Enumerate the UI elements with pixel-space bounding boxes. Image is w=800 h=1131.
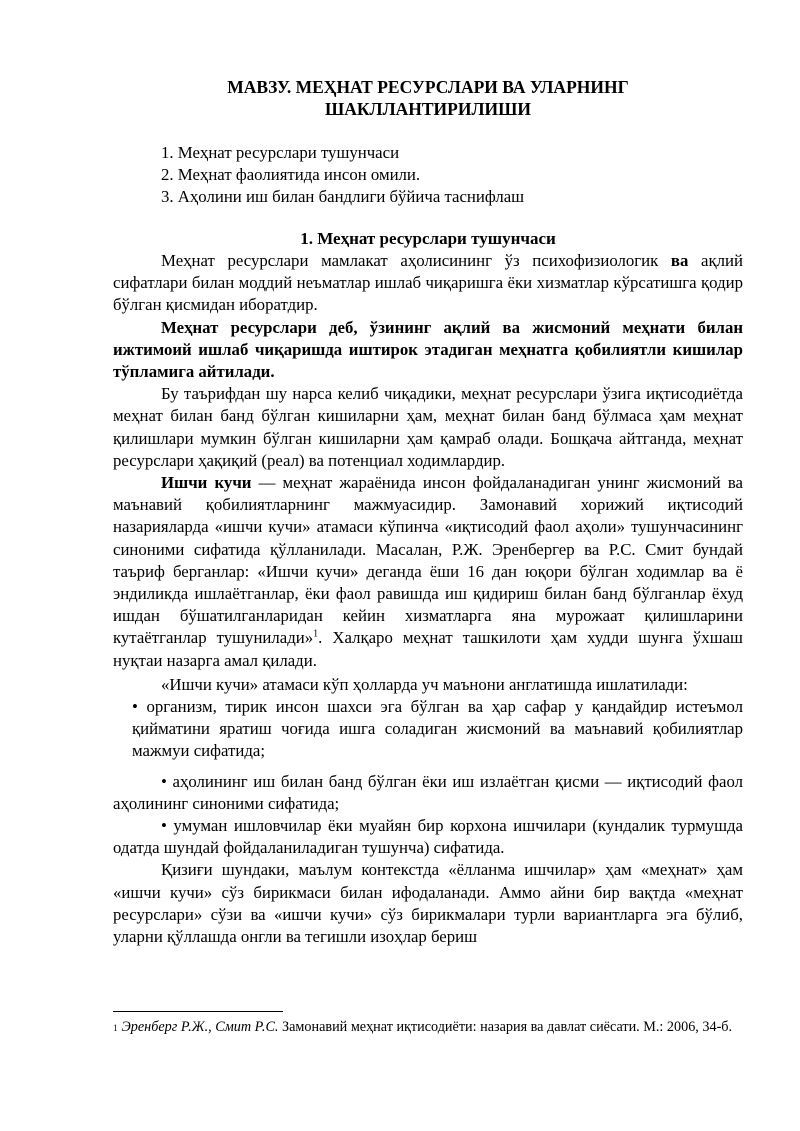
footnote-separator xyxy=(113,1011,283,1012)
bullet-item: • организм, тирик инсон шахси эга бўлган ва ҳар сафар у қандайдир истеъмол қийматини яратиш чоғида ишга соладиган жисмоний ва маънавий қобилиятлар мажмуи сифатида; xyxy=(132,697,743,761)
paragraph-text: Меҳнат ресурслари мамлакат аҳолисининг ўз психофизиологик xyxy=(161,251,671,270)
bullet-item: • умуман ишловчилар ёки муайян бир корхона ишчилари (кундалик турмушда одатда шундай фойдаланиладиган тушунча) сифатида. xyxy=(113,816,743,858)
toc-item: 1. Меҳнат ресурслари тушунчаси xyxy=(161,143,400,162)
page-title xyxy=(113,76,743,120)
paragraph-explanation: Бу таърифдан шу нарса келиб чиқадики, меҳнат ресурслари ўзига иқтисодиётда меҳнат билан банд бўлган кишиларни ҳам, меҳнат билан банд бўлмаса ҳам меҳнат қилишлари мумкин бўлган кишиларни ҳам қамраб олади. Бошқача айтганда, меҳнат ресурслари ҳақиқий (реал) ва потенциал ходимлардир. xyxy=(113,384,743,470)
bullet-item: • аҳолининг иш билан банд бўлган ёки иш излаётган қисми — иқтисодий фаол аҳолининг синоними сифатида; xyxy=(113,771,743,813)
footnote-mark: 1 xyxy=(113,1023,118,1033)
paragraph-text: — меҳнат жараёнида инсон фойдаланадиган унинг жисмоний ва маънавий қобилиятларнинг мажмуасидир. Замонавий хорижий иқтисодий назарияларда «ишчи кучи» атамаси кўпинча «иқтисодий фаол аҳоли» тушунчасининг синоними сифатида қўлланилади. Масалан, Р.Ж. Эренбергер ва Р.С. Смит бундай таъриф берганлар: «Ишчи кучи» деганда ёши 16 дан юқори бўлган ходимлар ва ё эндиликда ишлаётганлар, ёки фаол равишда иш қидириш билан банд бўлганлар ёхуд ишдан бўшатилганларидан кейин хизматларга яна мурожаат қилишларини кутаётганлар тушунилади» xyxy=(113,473,743,648)
paragraph-meanings: «Ишчи кучи» атамаси кўп ҳолларда уч маънони англатишда ишлатилади: xyxy=(161,674,688,694)
title-line-1: МАВЗУ. МЕҲНАТ РЕСУРСЛАРИ ВА УЛАРНИНГ xyxy=(227,77,629,97)
paragraph-text: ақлий сифатлари билан моддий неъматлар ишлаб чиқаришга ёки хизматлар кўрсатишга қодир бўлган қисмидан иборатдир. xyxy=(113,251,743,315)
definition-paragraph: Меҳнат ресурслари деб, ўзининг ақлий ва жисмоний меҳнати билан ижтимоий ишлаб чиқаришда иштирок этадиган меҳнатга қобилиятли кишилар тўпламига айтилади. xyxy=(113,317,743,382)
paragraph-closing: Қизиғи шундаки, маълум контекстда «ёлланма ишчилар» ҳам «меҳнат» ҳам «ишчи кучи» сўз бирикмаси билан ифодаланади. Аммо айни бир вақтда «меҳнат ресурслари» сўзи ва «ишчи кучи» сўз бирикмалари турли вариантларга эга бўлиб, уларни қўллашда онгли ва тегишли изоҳлар бериш xyxy=(113,860,743,947)
term-bold: Ишчи кучи xyxy=(161,473,252,493)
footnote xyxy=(113,1018,743,1037)
footnote-reference[interactable]: 1 xyxy=(313,628,319,640)
section-heading: 1. Меҳнат ресурслари тушунчаси xyxy=(300,229,556,248)
bold-word: ва xyxy=(670,251,689,270)
paragraph-intro xyxy=(113,250,743,317)
toc-item: 3. Аҳолини иш билан бандлиги бўйича таснифлаш xyxy=(161,187,525,206)
footnote-text: Замонавий меҳнат иқтисодиёти: назария ва давлат сиёсати. М.: 2006, 34-б. xyxy=(278,1019,733,1035)
footnote-authors: Эренберг Р.Ж., Смит Р.С. xyxy=(121,1019,279,1035)
table-of-contents xyxy=(161,142,743,208)
title-line-2: ШАКЛЛАНТИРИЛИШИ xyxy=(325,99,531,119)
toc-item: 2. Меҳнат фаолиятида инсон омили. xyxy=(161,165,421,184)
paragraph-text: . Халқаро меҳнат ташкилоти ҳам худди шунга ўхшаш нуқтаи назарга амал қилади. xyxy=(113,628,743,670)
paragraph-labor-force xyxy=(113,472,743,672)
document-page xyxy=(113,0,743,948)
